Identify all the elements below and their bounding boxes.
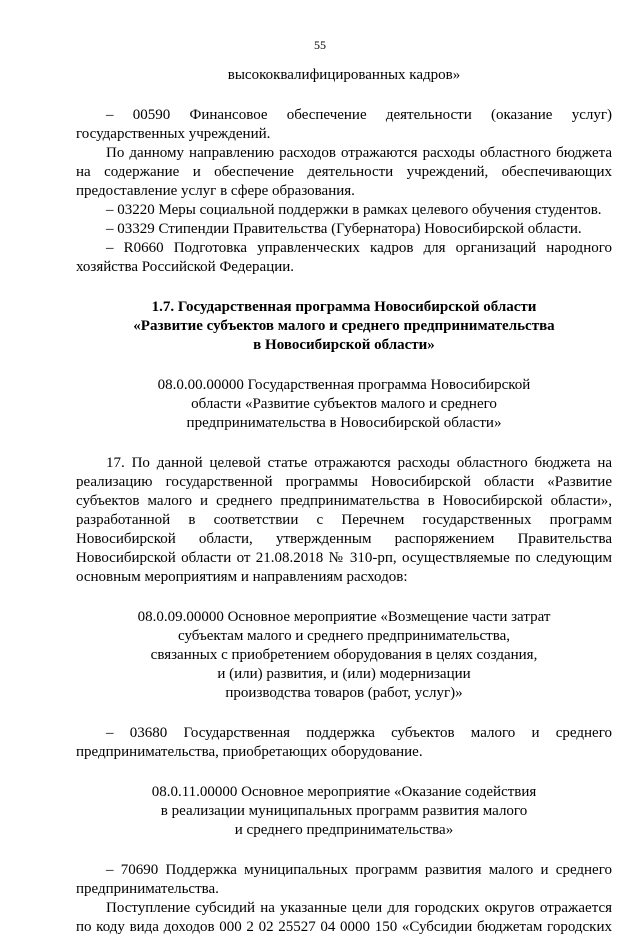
measure-09-line-1: 08.0.09.00000 Основное мероприятие «Возмещение части затрат (137, 609, 551, 625)
measure-11-block (76, 783, 612, 840)
item-03680: – 03680 Государственная поддержка субъектов малого и среднего предпринимательства, приобретающих оборудование. (76, 725, 612, 760)
section-heading-line-3: в Новосибирской области» (253, 337, 435, 353)
measure-09-block (76, 608, 612, 703)
measure-09-line-3: связанных с приобретением оборудования в целях создания, (150, 647, 538, 663)
section-heading (76, 298, 612, 355)
last-paragraph: Поступление субсидий на указанные цели для городских округов отражается по коду вида доходов 000 2 02 25527 04 0000 150 «Субсидии бюджетам городских (76, 900, 612, 935)
program-code-line-2: области «Развитие субъектов малого и среднего (191, 396, 497, 412)
measure-11-line-1: 08.0.11.00000 Основное мероприятие «Оказание содействия (151, 784, 537, 800)
paragraph-17: 17. По данной целевой статье отражаются расходы областного бюджета на реализацию государственной программы Новосибирской области «Развитие субъектов малого и среднего предпринимательства в Новосибирской области», разработанной в соответствии с Перечнем государственных программ Новосибирской области, утвержденным распоряжением Правительства Новосибирской области от 21.08.2018 № 310-рп, осуществляемые по следующим основным мероприятиям и направлениям расходов: (76, 455, 612, 585)
measure-09-line-2: субъектам малого и среднего предпринимательства, (177, 628, 511, 644)
section-heading-line-2: «Развитие субъектов малого и среднего предпринимательства (133, 318, 555, 334)
measure-09-line-4: и (или) развития, и (или) модернизации (217, 666, 471, 682)
measure-09-line-5: производства товаров (работ, услуг)» (225, 685, 463, 701)
item-00590: – 00590 Финансовое обеспечение деятельности (оказание услуг) государственных учреждений. (76, 107, 612, 142)
top-line: высококвалифицированных кадров» (227, 67, 461, 83)
program-code-line-1: 08.0.00.00000 Государственная программа Новосибирской (157, 377, 531, 393)
section-heading-line-1: 1.7. Государственная программа Новосибирской области (151, 299, 537, 315)
measure-11-line-3: и среднего предпринимательства» (234, 822, 454, 838)
paragraph-education: По данному направлению расходов отражаются расходы областного бюджета на содержание и обеспечение деятельности учреждений, обеспечивающих предоставление услуг в сфере образования. (76, 145, 612, 199)
page-content (76, 66, 612, 937)
measure-11-line-2: в реализации муниципальных программ развития малого (160, 803, 528, 819)
item-03329: – 03329 Стипендии Правительства (Губернатора) Новосибирской области. (106, 221, 582, 237)
item-03220: – 03220 Меры социальной поддержки в рамках целевого обучения студентов. (106, 202, 602, 218)
program-code-line-3: предпринимательства в Новосибирской области» (186, 415, 502, 431)
item-70690: – 70690 Поддержка муниципальных программ развития малого и среднего предпринимательства. (76, 862, 612, 897)
program-code-block (76, 376, 612, 433)
item-r0660: – R0660 Подготовка управленческих кадров для организаций народного хозяйства Российской Федерации. (76, 240, 612, 275)
page-number: 55 (314, 38, 326, 52)
